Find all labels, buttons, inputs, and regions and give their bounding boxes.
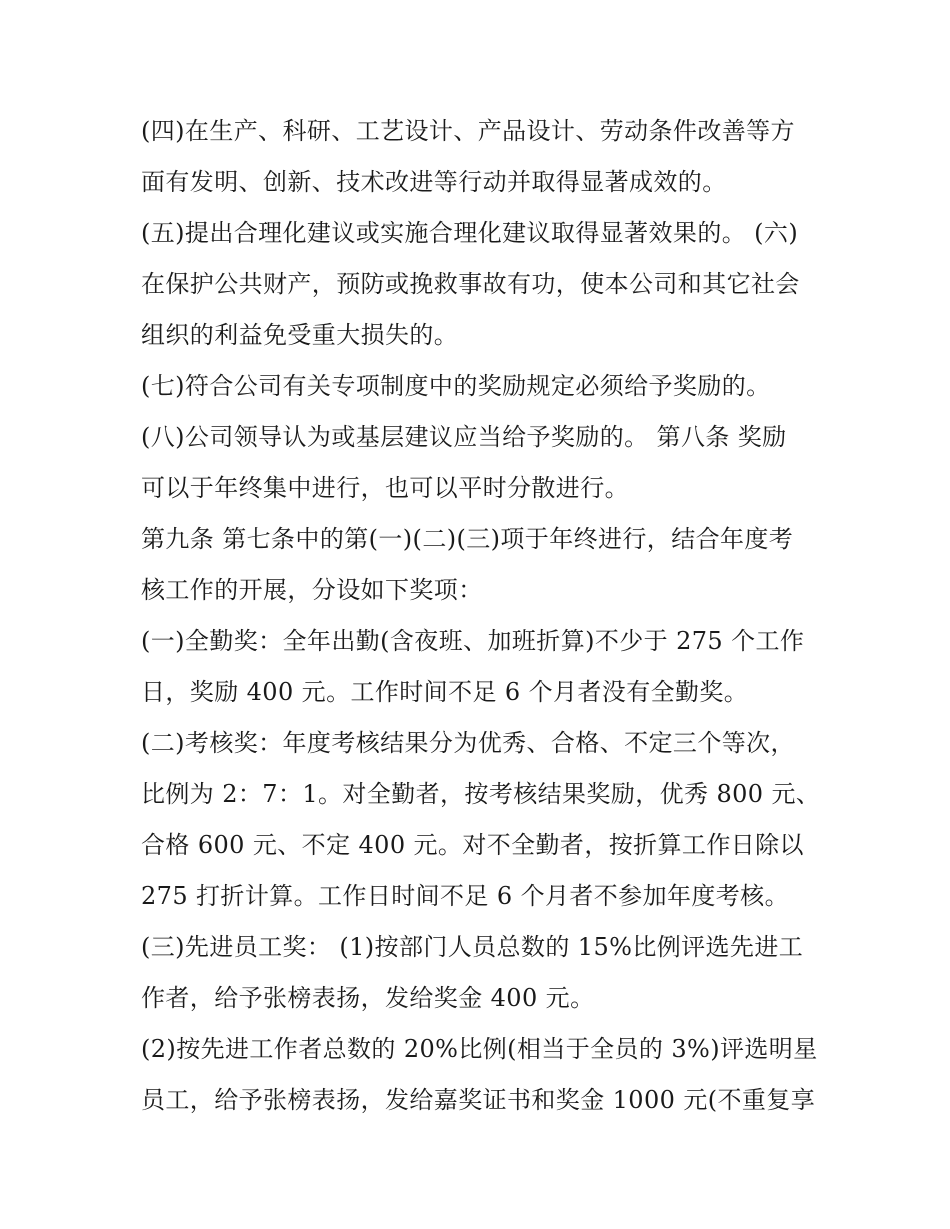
text-line: 合格 600 元、不定 400 元。对不全勤者，按折算工作日除以 [141, 831, 804, 859]
text-line: 核工作的开展，分设如下奖项： [141, 576, 483, 604]
text-line: 在保护公共财产，预防或挽救事故有功，使本公司和其它社会 [141, 270, 800, 298]
text-line: (一)全勤奖：全年出勤(含夜班、加班折算)不少于 275 个工作 [141, 627, 805, 655]
text-line: (五)提出合理化建议或实施合理化建议取得显著效果的。 (六) [141, 219, 799, 247]
text-line: (2)按先进工作者总数的 20%比例(相当于全员的 3%)评选明星 [141, 1035, 818, 1063]
text-line: 275 打折计算。工作日时间不足 6 个月者不参加年度考核。 [141, 882, 789, 910]
text-line: 第九条 第七条中的第(一)(二)(三)项于年终进行，结合年度考 [141, 525, 794, 553]
text-line: 员工，给予张榜表扬，发给嘉奖证书和奖金 1000 元(不重复享 [141, 1086, 816, 1114]
text-line: 面有发明、创新、技术改进等行动并取得显著成效的。 [141, 168, 727, 196]
text-line: 比例为 2：7：1。对全勤者，按考核结果奖励，优秀 800 元、 [141, 780, 821, 808]
text-line: (八)公司领导认为或基层建议应当给予奖励的。 第八条 奖励 [141, 423, 787, 451]
text-line: (七)符合公司有关专项制度中的奖励规定必须给予奖励的。 [141, 372, 771, 400]
text-line: (四)在生产、科研、工艺设计、产品设计、劳动条件改善等方 [141, 117, 795, 145]
text-line: 可以于年终集中进行，也可以平时分散进行。 [141, 474, 629, 502]
text-line: 作者，给予张榜表扬，发给奖金 400 元。 [141, 984, 595, 1012]
text-line: (三)先进员工奖： (1)按部门人员总数的 15%比例评选先进工 [141, 933, 804, 961]
text-line: 组织的利益免受重大损失的。 [141, 321, 459, 349]
text-line: (二)考核奖：年度考核结果分为优秀、合格、不定三个等次， [141, 729, 795, 757]
text-line: 日，奖励 400 元。工作时间不足 6 个月者没有全勤奖。 [141, 678, 749, 706]
document-body [141, 109, 831, 1129]
